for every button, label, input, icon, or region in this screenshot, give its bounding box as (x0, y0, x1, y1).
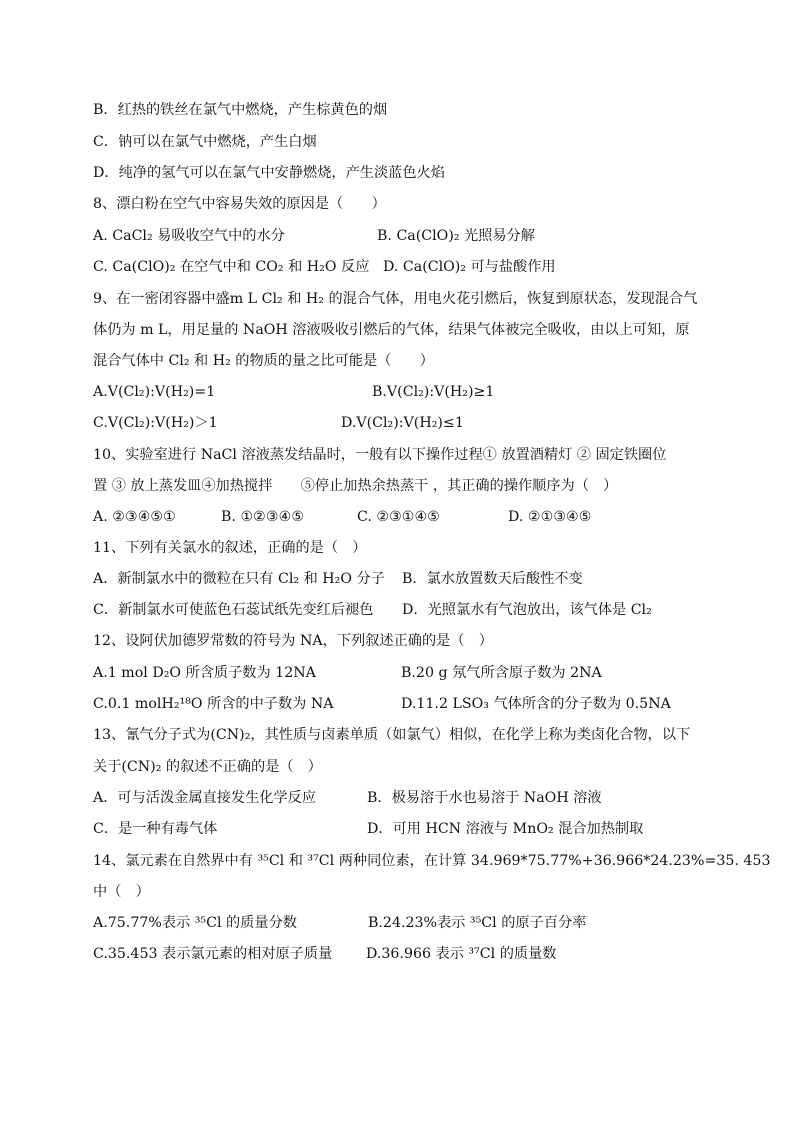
q7-option-c: C．钠可以在氯气中燃烧，产生白烟 (93, 134, 317, 150)
q12-stem: 12、设阿伏加德罗常数的符号为 NA，下列叙述正确的是（ ） (93, 633, 493, 649)
q9-stem-line1: 9、在一密闭容器中盛m L Cl₂ 和 H₂ 的混合气体，用电火花引燃后，恢复到原状态，发现混合气 (93, 291, 698, 307)
q10-stem-line1: 10、实验室进行 NaCl 溶液蒸发结晶时，一般有以下操作过程① 放置酒精灯 ② 固定铁圈位 (93, 447, 667, 463)
q13-option-c: C．是一种有毒气体 (93, 821, 218, 837)
q8-option-b: B. Ca(ClO)₂ 光照易分解 (377, 228, 535, 244)
q11-stem: 11、下列有关氯水的叙述，正确的是（ ） (93, 540, 367, 556)
q14-stem-line1: 14、氯元素在自然界中有 ³⁵Cl 和 ³⁷Cl 两种同位素，在计算 34.969*75.77%+36.966*24.23%=35. 453 (93, 853, 771, 869)
q9-option-b: B.V(Cl₂):V(H₂)≥1 (372, 384, 495, 400)
q7-option-d: D．纯净的氢气可以在氯气中安静燃烧，产生淡蓝色火焰 (93, 165, 445, 181)
q11-option-c: C．新制氯水可使蓝色石蕊试纸先变红后褪色 (93, 602, 374, 618)
q8-stem: 8、漂白粉在空气中容易失效的原因是（ ） (93, 196, 386, 212)
q7-option-b: B．红热的铁丝在氯气中燃烧，产生棕黄色的烟 (93, 102, 388, 118)
q14-option-d: D.36.966 表示 ³⁷Cl 的质量数 (366, 946, 557, 962)
q14-option-c: C.35.453 表示氯元素的相对原子质量 (93, 946, 333, 962)
q13-stem-line2: 关于(CN)₂ 的叙述不正确的是（ ） (93, 759, 322, 775)
q13-option-b: B．极易溶于水也易溶于 NaOH 溶液 (367, 790, 602, 806)
q10-option-b: B. ①②③④⑤ (221, 509, 305, 525)
q9-option-a: A.V(Cl₂):V(H₂)=1 (93, 384, 216, 400)
q11-option-d: D．光照氯水有气泡放出，该气体是 Cl₂ (402, 602, 652, 618)
q14-option-a: A.75.77%表示 ³⁵Cl 的质量分数 (93, 915, 297, 931)
q12-option-b: B.20 g 氖气所含原子数为 2NA (401, 665, 602, 681)
q8-option-c: C. Ca(ClO)₂ 在空气中和 CO₂ 和 H₂O 反应 (93, 259, 370, 275)
q10-stem-line2: 置 ③ 放上蒸发皿④加热搅拌 ⑤停止加热余热蒸干 ，其正确的操作顺序为（ ） (93, 478, 618, 494)
q10-option-c: C. ②③①④⑤ (357, 509, 440, 525)
q13-option-a: A．可与活泼金属直接发生化学反应 (93, 790, 317, 806)
q10-option-a: A. ②③④⑤① (93, 509, 176, 525)
q14-option-b: B.24.23%表示 ³⁵Cl 的原子百分率 (368, 915, 587, 931)
q8-option-d: D. Ca(ClO)₂ 可与盐酸作用 (383, 259, 556, 275)
q11-option-a: A．新制氯水中的微粒在只有 Cl₂ 和 H₂O 分子 (93, 571, 385, 587)
q9-stem-line3: 混合气体中 Cl₂ 和 H₂ 的物质的量之比可能是（ ） (93, 353, 434, 369)
q12-option-a: A.1 mol D₂O 所含质子数为 12NA (93, 665, 316, 681)
q13-stem-line1: 13、氰气分子式为(CN)₂，其性质与卤素单质（如氯气）相似，在化学上称为类卤化合物，以下 (93, 727, 691, 743)
q9-option-c: C.V(Cl₂):V(H₂)＞1 (93, 415, 218, 431)
q10-option-d: D. ②①③④⑤ (508, 509, 592, 525)
q8-option-a: A. CaCl₂ 易吸收空气中的水分 (93, 228, 285, 244)
q9-stem-line2: 体仍为 m L，用足量的 NaOH 溶液吸收引燃后的气体，结果气体被完全吸收，由以上可知，原 (93, 322, 690, 338)
q12-option-d: D.11.2 LSO₃ 气体所含的分子数为 0.5NA (401, 696, 671, 712)
q13-option-d: D．可用 HCN 溶液与 MnO₂ 混合加热制取 (367, 821, 644, 837)
q11-option-b: B．氯水放置数天后酸性不变 (402, 571, 583, 587)
q9-option-d: D.V(Cl₂):V(H₂)≤1 (341, 415, 464, 431)
q12-option-c: C.0.1 molH₂¹⁸O 所含的中子数为 NA (93, 696, 334, 712)
q14-stem-line2: 中（ ） (93, 884, 150, 900)
